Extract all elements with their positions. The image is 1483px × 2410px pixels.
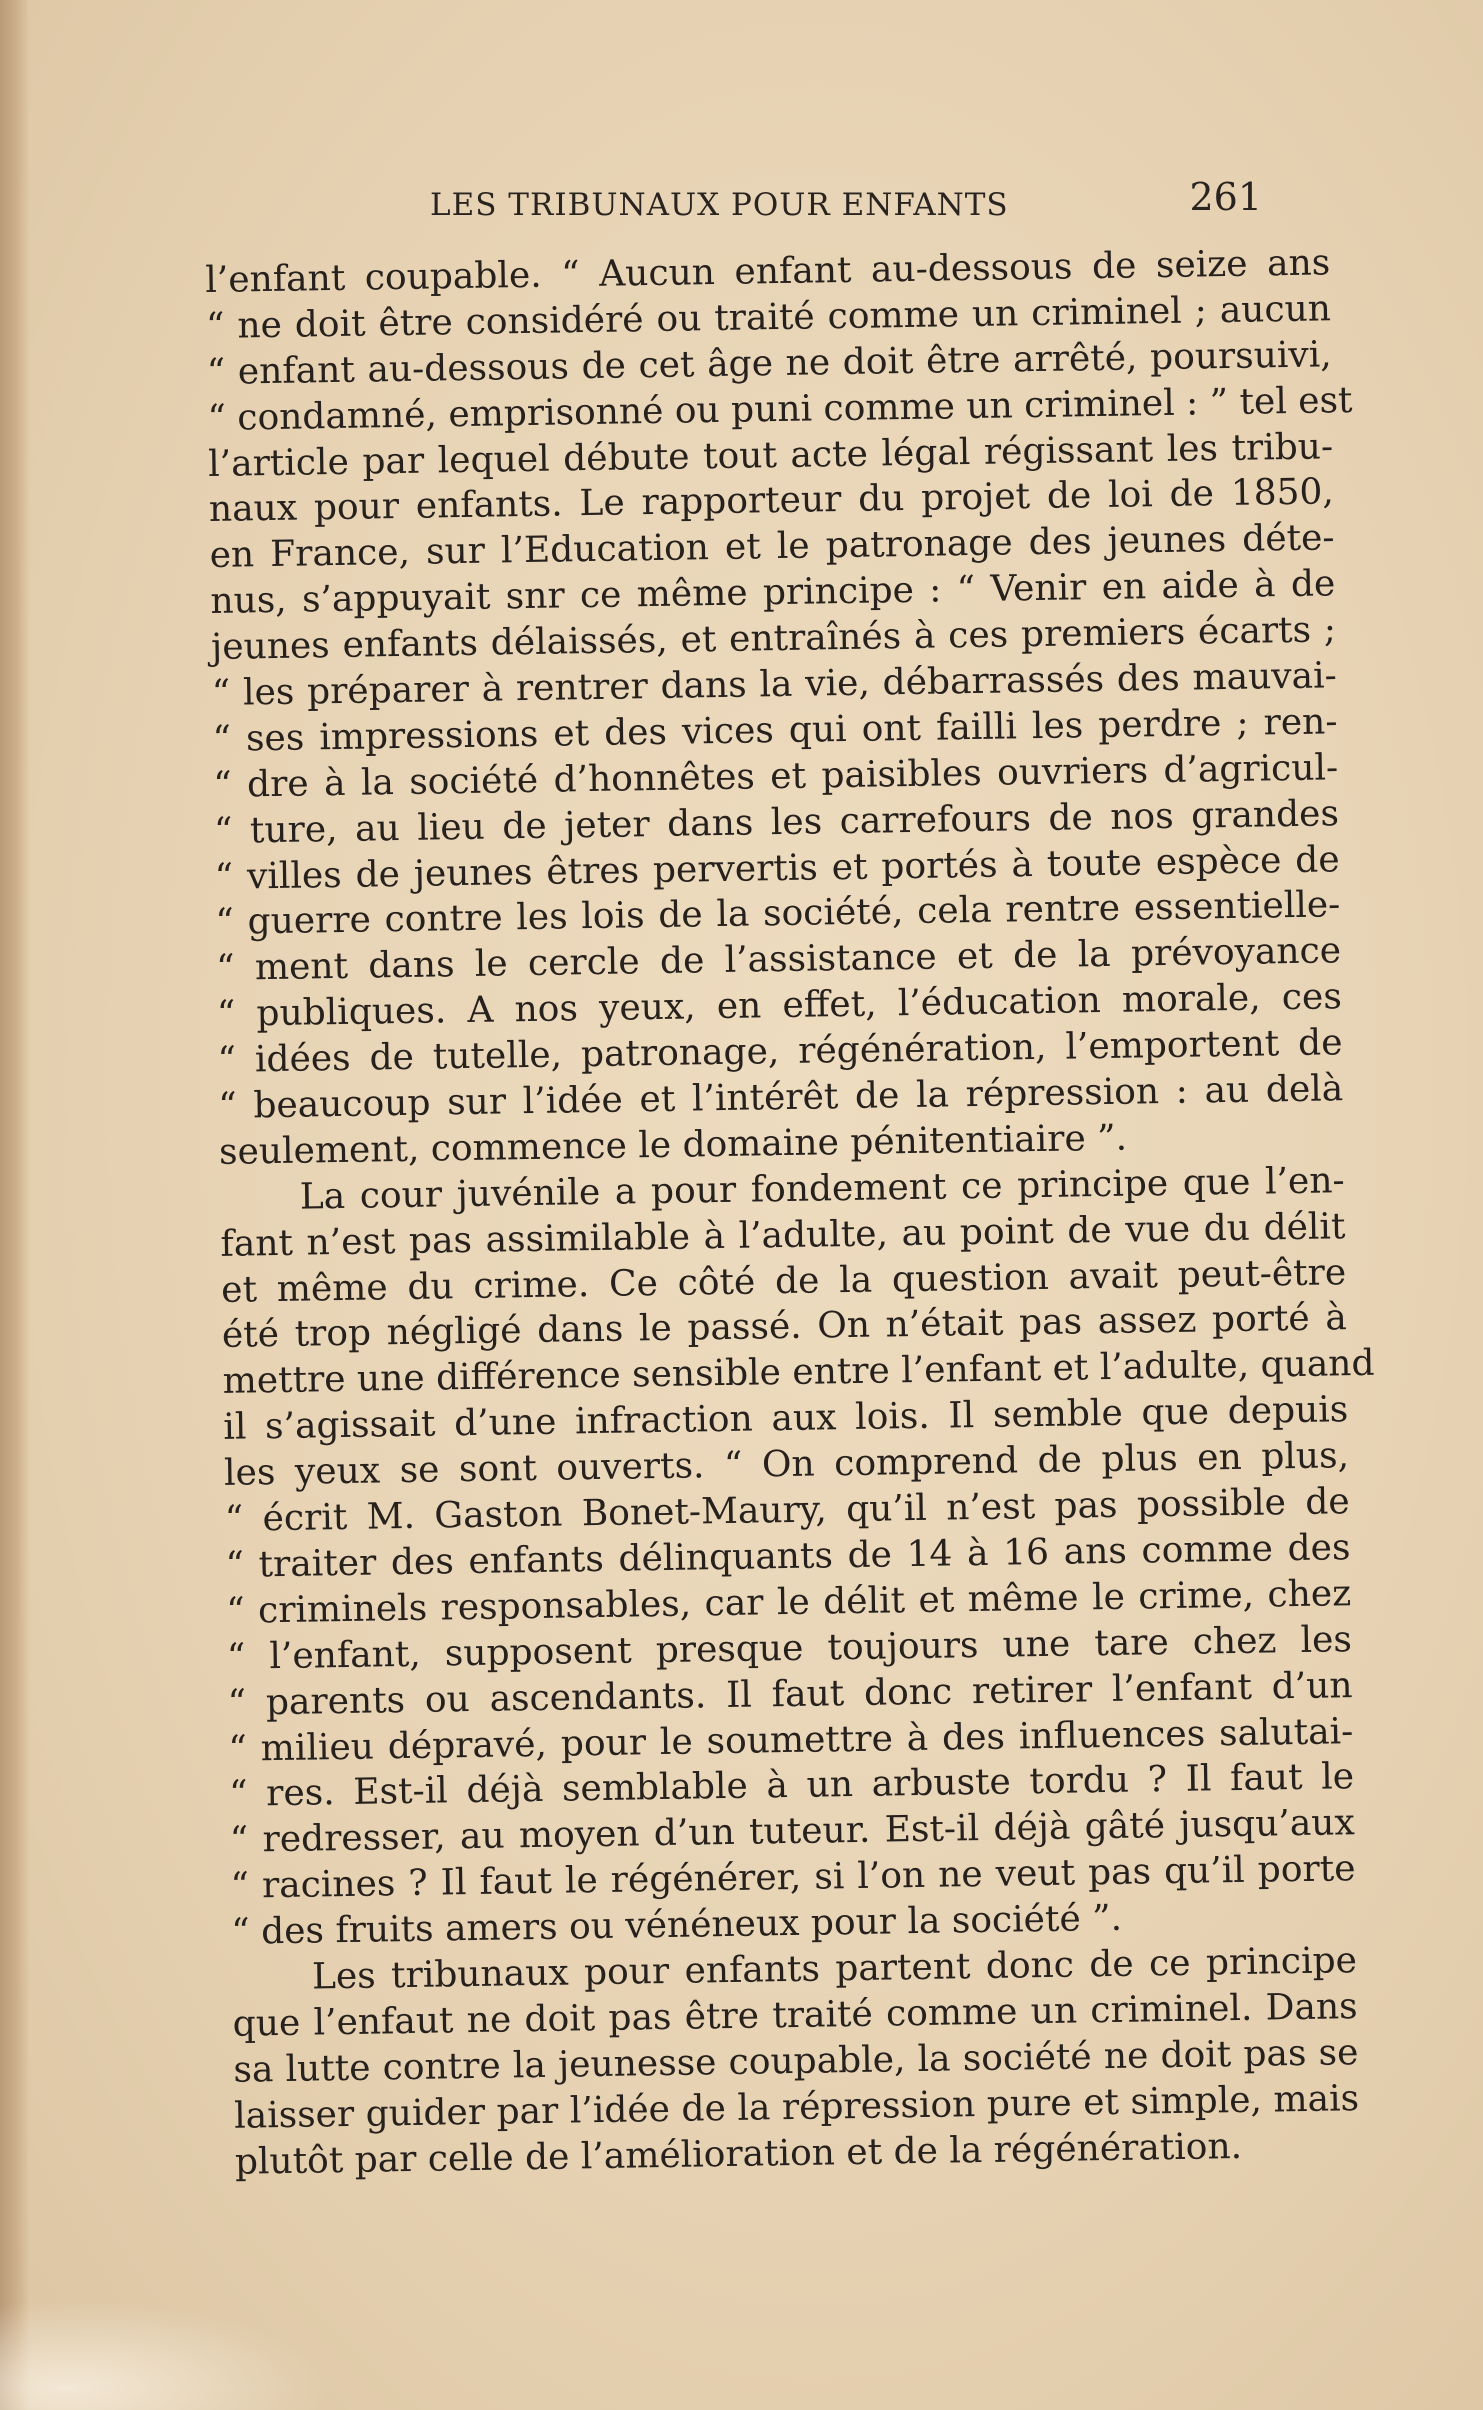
text-line: “ criminels responsables, car le délit et même le crime, chez bbox=[225, 1572, 1352, 1632]
text-line: “ ture, au lieu de jeter dans les carrefours de nos grandes bbox=[213, 792, 1340, 852]
text-line: “ publiques. A nos yeux, en effet, l’éducation morale, ces bbox=[216, 976, 1343, 1036]
paragraph-start-line: La cour juvénile a pour fondement ce principe que l’en- bbox=[299, 1160, 1345, 1218]
page-header bbox=[200, 175, 1280, 235]
paper-stain bbox=[0, 2300, 330, 2410]
book-spine-shadow bbox=[0, 0, 30, 2410]
text-line: “ racines ? Il faut le régénérer, si l’on ne veut pas qu’il porte bbox=[230, 1848, 1356, 1907]
text-line: “ guerre contre les lois de la société, cela rentre essentielle- bbox=[215, 884, 1341, 944]
text-line: “ l’enfant, supposent presque toujours une tare chez les bbox=[226, 1618, 1353, 1678]
text-line: jeunes enfants délaissés, et entraînés à ces premiers écarts ; bbox=[210, 609, 1337, 669]
text-line: “ écrit M. Gaston Bonet-Maury, qu’il n’est pas possible de bbox=[224, 1481, 1350, 1540]
text-line: “ traiter des enfants délinquants de 14 à 16 ans comme des bbox=[225, 1527, 1351, 1586]
text-line: nus, s’appuyait snr ce même principe : “ Venir en aide à de bbox=[210, 563, 1336, 623]
text-line: été trop négligé dans le passé. On n’était pas assez porté à bbox=[221, 1297, 1348, 1357]
text-line: “ villes de jeunes êtres pervertis et portés à toute espèce de bbox=[214, 838, 1340, 898]
text-line: “ redresser, au moyen d’un tuteur. Est-il déjà gâté jusqu’aux bbox=[229, 1802, 1356, 1862]
text-line: “ beaucoup sur l’idée et l’intérêt de la répression : au delà bbox=[218, 1068, 1344, 1127]
text-line: “ condamné, emprisonné ou puni comme un criminel : ” tel est bbox=[207, 379, 1353, 439]
text-line: “ ne doit être considéré ou traité comme un criminel ; aucun bbox=[205, 288, 1332, 347]
text-line: l’article par lequel débute tout acte légal régissant les tribu- bbox=[207, 425, 1334, 485]
text-line: “ res. Est-il déjà semblable à un arbuste tordu ? Il faut le bbox=[228, 1756, 1355, 1816]
text-line: il s’agissait d’une infraction aux lois. Il semble que depuis bbox=[223, 1389, 1349, 1449]
paragraph-end-line: “ des fruits amers ou vénéneux pour la société ”. bbox=[230, 1897, 1123, 1953]
page-number: 261 bbox=[1189, 175, 1262, 219]
text-line: laisser guider par l’idée de la répression pure et simple, mais bbox=[233, 2077, 1360, 2137]
text-line: “ enfant au-dessous de cet âge ne doit être arrêté, poursuivi, bbox=[206, 334, 1332, 393]
text-line: que l’enfaut ne doit pas être traité comme un criminel. Dans bbox=[232, 1985, 1358, 2045]
text-line: les yeux se sont ouverts. “ On comprend de plus en plus, bbox=[223, 1435, 1350, 1495]
text-line: “ ses impressions et des vices qui ont failli les perdre ; ren- bbox=[212, 701, 1338, 760]
text-line: naux pour enfants. Le rapporteur du projet de loi de 1850, bbox=[208, 471, 1335, 531]
paragraph-start-line: Les tribunaux pour enfants partent donc de ce principe bbox=[311, 1940, 1358, 1998]
text-line: “ idées de tutelle, patronage, régénération, l’emportent de bbox=[217, 1022, 1343, 1082]
text-line: sa lutte contre la jeunesse coupable, la société ne doit pas se bbox=[233, 2031, 1359, 2091]
text-line: “ ment dans le cercle de l’assistance et de la prévoyance bbox=[215, 930, 1342, 990]
text-line: “ dre à la société d’honnêtes et paisibles ouvriers d’agricul- bbox=[212, 747, 1339, 806]
text-line: “ les préparer à rentrer dans la vie, débarrassés des mauvai- bbox=[211, 655, 1338, 714]
text-line: et même du crime. Ce côté de la question avait peut-être bbox=[220, 1251, 1347, 1311]
text-line: “ parents ou ascendants. Il faut donc retirer l’enfant d’un bbox=[227, 1664, 1353, 1724]
text-line: mettre une différence sensible entre l’enfant et l’adulte, quand bbox=[222, 1343, 1375, 1403]
text-line: en France, sur l’Education et le patronage des jeunes déte- bbox=[209, 517, 1335, 577]
paragraph-end-line: plutôt par celle de l’amélioration et de la régénération. bbox=[234, 2125, 1243, 2183]
text-line: l’enfant coupable. “ Aucun enfant au-dessous de seize ans bbox=[205, 242, 1331, 301]
body-text bbox=[205, 240, 1375, 2185]
running-title: LES TRIBUNAUX POUR ENFANTS bbox=[430, 187, 1009, 223]
paragraph-end-line: seulement, commence le domaine pénitentiaire ”. bbox=[218, 1117, 1128, 1173]
text-line: fant n’est pas assimilable à l’adulte, au point de vue du délit bbox=[220, 1205, 1346, 1265]
text-line: “ milieu dépravé, pour le soumettre à des influences salutai- bbox=[228, 1710, 1354, 1770]
